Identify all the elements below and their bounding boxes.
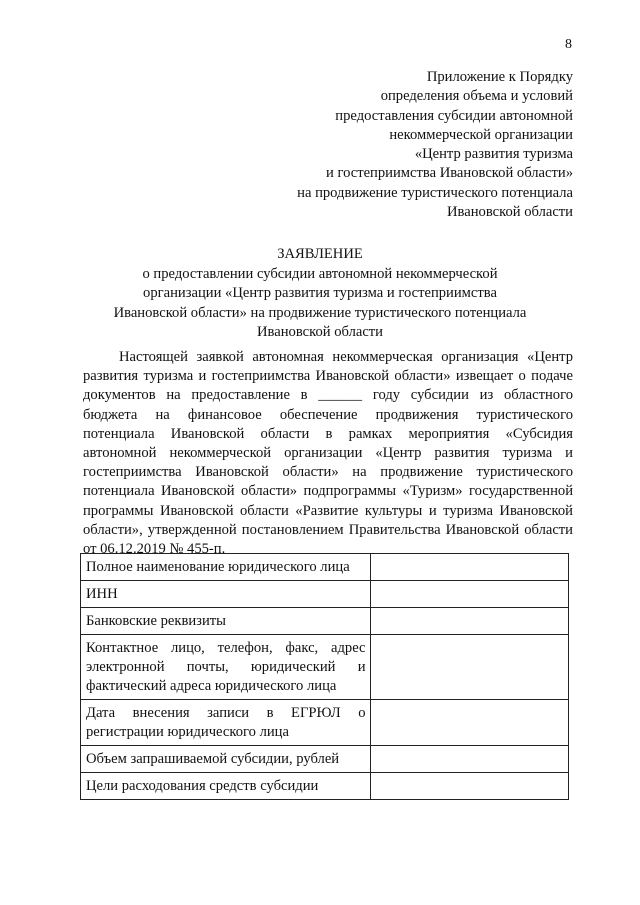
field-label-spending-goals: Цели расходования средств субсидии xyxy=(81,773,371,800)
subtitle-line: Ивановской области xyxy=(257,324,383,340)
field-label-bank-details: Банковские реквизиты xyxy=(81,608,371,635)
table-row xyxy=(81,700,569,746)
appendix-header xyxy=(243,68,573,222)
table-row xyxy=(81,554,569,581)
appendix-line: на продвижение туристического потенциала xyxy=(297,184,573,201)
appendix-line: и гостеприимства Ивановской области» xyxy=(325,165,573,182)
title-block xyxy=(0,245,640,343)
field-value-spending-goals xyxy=(370,773,568,800)
table-row xyxy=(81,608,569,635)
appendix-line: некоммерческой организации xyxy=(389,126,573,143)
field-value-inn xyxy=(370,581,568,608)
appendix-line: Ивановской области xyxy=(447,204,573,221)
appendix-line: Приложение к Порядку xyxy=(426,69,573,85)
field-label-contacts: Контактное лицо, телефон, факс, адрес электронной почты, юридический и фактический адреса юридического лица xyxy=(81,635,371,700)
appendix-line: «Центр развития туризма xyxy=(414,146,573,163)
field-label-inn: ИНН xyxy=(81,581,371,608)
table-row xyxy=(81,581,569,608)
field-value-subsidy-amount xyxy=(370,746,568,773)
body-paragraph: Настоящей заявкой автономная некоммерческая организация «Центр развития туризма и гостеприимства Ивановской области» извещает о подаче документов на предоставление в ______ году субсидии из областного бюджета на финансовое обеспечение продвижения туристического потенциала Ивановской области в рамках мероприятия «Субсидия автономной некоммерческой организации «Центр развития туризма и гостеприимства Ивановской области» на продвижение туристического потенциала Ивановской области» подпрограммы «Туризм» государственной программы Ивановской области «Развитие культуры и туризма Ивановской области», утвержденной постановлением Правительства Ивановской области от 06.12.2019 № 455-п. xyxy=(83,349,573,558)
document-title: ЗАЯВЛЕНИЕ xyxy=(277,246,363,262)
appendix-line: предоставления субсидии автономной xyxy=(335,107,573,124)
page-number: 8 xyxy=(565,37,572,52)
table-row xyxy=(81,635,569,700)
field-value-contacts xyxy=(370,635,568,700)
subtitle-line: о предоставлении субсидии автономной некоммерческой xyxy=(142,265,498,282)
subtitle-line: организации «Центр развития туризма и гостеприимства xyxy=(143,285,497,301)
field-label-full-name: Полное наименование юридического лица xyxy=(81,554,371,581)
field-label-egrul-date: Дата внесения записи в ЕГРЮЛ о регистрации юридического лица xyxy=(81,700,371,746)
field-value-bank-details xyxy=(370,608,568,635)
subtitle-line: Ивановской области» на продвижение туристического потенциала xyxy=(113,304,527,321)
table-row xyxy=(81,773,569,800)
appendix-line: определения объема и условий xyxy=(380,88,573,105)
field-value-egrul-date xyxy=(370,700,568,746)
field-label-subsidy-amount: Объем запрашиваемой субсидии, рублей xyxy=(81,746,371,773)
application-form-table xyxy=(80,553,569,800)
field-value-full-name xyxy=(370,554,568,581)
table-row xyxy=(81,746,569,773)
